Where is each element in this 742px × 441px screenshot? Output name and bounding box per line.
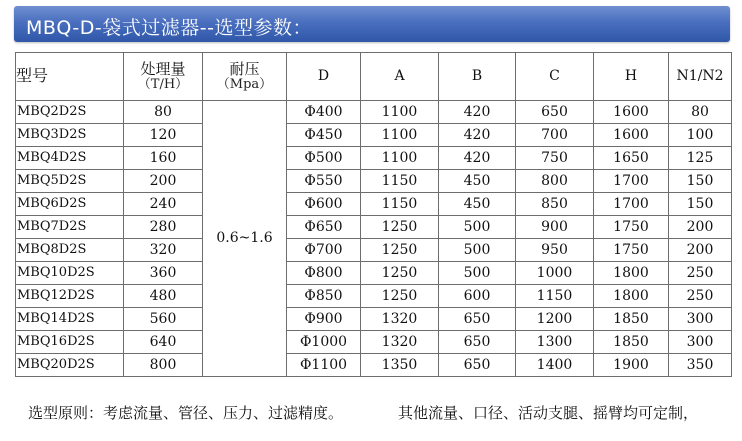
cell-b: 500 (439, 239, 516, 262)
cell-b: 600 (439, 285, 516, 308)
title-banner (14, 6, 730, 42)
cell-a: 1250 (361, 262, 439, 285)
cell-c: 850 (516, 193, 594, 216)
cell-c: 1200 (516, 308, 594, 331)
cell-h: 1750 (594, 216, 669, 239)
cell-h: 1650 (594, 147, 669, 170)
cell-model: MBQ6D2S (16, 193, 124, 216)
header-n: N1/N2 (669, 53, 732, 101)
cell-d: Φ1100 (287, 354, 361, 377)
cell-a: 1100 (361, 124, 439, 147)
cell-a: 1350 (361, 354, 439, 377)
cell-c: 650 (516, 101, 594, 124)
cell-d: Φ1000 (287, 331, 361, 354)
cell-model: MBQ7D2S (16, 216, 124, 239)
cell-c: 1400 (516, 354, 594, 377)
cell-model: MBQ2D2S (16, 101, 124, 124)
cell-b: 650 (439, 308, 516, 331)
cell-n: 250 (669, 285, 732, 308)
page-title: MBQ-D-袋式过滤器--选型参数： (26, 17, 312, 39)
cell-c: 1300 (516, 331, 594, 354)
header-flow (124, 53, 203, 101)
cell-n: 150 (669, 170, 732, 193)
cell-h: 1800 (594, 262, 669, 285)
cell-h: 1750 (594, 239, 669, 262)
header-a: A (361, 53, 439, 101)
header-c: C (516, 53, 594, 101)
table-header-row (16, 53, 732, 101)
table-row (16, 308, 732, 331)
header-d: D (287, 53, 361, 101)
cell-model: MBQ20D2S (16, 354, 124, 377)
cell-b: 420 (439, 101, 516, 124)
cell-flow: 280 (124, 216, 203, 239)
cell-a: 1250 (361, 216, 439, 239)
cell-model: MBQ12D2S (16, 285, 124, 308)
cell-n: 125 (669, 147, 732, 170)
cell-flow: 800 (124, 354, 203, 377)
cell-b: 650 (439, 331, 516, 354)
cell-c: 900 (516, 216, 594, 239)
cell-n: 300 (669, 331, 732, 354)
cell-c: 800 (516, 170, 594, 193)
spec-table (15, 52, 732, 377)
cell-d: Φ500 (287, 147, 361, 170)
cell-h: 1850 (594, 308, 669, 331)
cell-a: 1320 (361, 308, 439, 331)
cell-model: MBQ8D2S (16, 239, 124, 262)
cell-h: 1600 (594, 101, 669, 124)
cell-flow: 480 (124, 285, 203, 308)
cell-h: 1900 (594, 354, 669, 377)
cell-a: 1100 (361, 147, 439, 170)
cell-n: 150 (669, 193, 732, 216)
cell-b: 650 (439, 354, 516, 377)
cell-h: 1850 (594, 331, 669, 354)
cell-flow: 640 (124, 331, 203, 354)
header-pressure-unit: （Mpa） (216, 76, 273, 92)
cell-d: Φ800 (287, 262, 361, 285)
selection-principle-note: 选型原则：考虑流量、管径、压力、过滤精度。 (28, 404, 344, 422)
cell-flow: 560 (124, 308, 203, 331)
cell-b: 500 (439, 262, 516, 285)
cell-flow: 200 (124, 170, 203, 193)
cell-flow: 120 (124, 124, 203, 147)
table-row (16, 101, 732, 124)
cell-flow: 80 (124, 101, 203, 124)
pressure-cell: 0.6~1.6 (203, 101, 287, 377)
cell-model: MBQ3D2S (16, 124, 124, 147)
cell-n: 200 (669, 239, 732, 262)
cell-a: 1320 (361, 331, 439, 354)
cell-n: 250 (669, 262, 732, 285)
cell-b: 450 (439, 193, 516, 216)
cell-b: 420 (439, 124, 516, 147)
header-flow-label: 处理量 (140, 59, 186, 78)
cell-a: 1250 (361, 285, 439, 308)
cell-d: Φ900 (287, 308, 361, 331)
table-row (16, 285, 732, 308)
cell-n: 350 (669, 354, 732, 377)
cell-h: 1600 (594, 124, 669, 147)
customization-note: 其他流量、口径、活动支腿、摇臂均可定制， (398, 404, 699, 422)
cell-model: MBQ5D2S (16, 170, 124, 193)
cell-model: MBQ4D2S (16, 147, 124, 170)
spec-table-body (16, 101, 732, 377)
cell-b: 500 (439, 216, 516, 239)
table-row (16, 262, 732, 285)
table-row (16, 124, 732, 147)
cell-c: 1150 (516, 285, 594, 308)
cell-d: Φ450 (287, 124, 361, 147)
table-row (16, 170, 732, 193)
cell-n: 300 (669, 308, 732, 331)
cell-d: Φ600 (287, 193, 361, 216)
cell-flow: 240 (124, 193, 203, 216)
header-pressure-label: 耐压 (229, 59, 260, 78)
table-row (16, 354, 732, 377)
cell-d: Φ850 (287, 285, 361, 308)
cell-h: 1700 (594, 170, 669, 193)
table-row (16, 331, 732, 354)
cell-c: 950 (516, 239, 594, 262)
cell-d: Φ700 (287, 239, 361, 262)
cell-d: Φ400 (287, 101, 361, 124)
cell-c: 1000 (516, 262, 594, 285)
cell-h: 1800 (594, 285, 669, 308)
table-row (16, 193, 732, 216)
header-pressure (203, 53, 287, 101)
cell-b: 450 (439, 170, 516, 193)
cell-n: 80 (669, 101, 732, 124)
cell-h: 1700 (594, 193, 669, 216)
cell-model: MBQ10D2S (16, 262, 124, 285)
table-row (16, 239, 732, 262)
cell-model: MBQ16D2S (16, 331, 124, 354)
cell-a: 1150 (361, 170, 439, 193)
cell-c: 750 (516, 147, 594, 170)
table-row (16, 147, 732, 170)
cell-b: 420 (439, 147, 516, 170)
header-model: 型号 (16, 53, 124, 101)
cell-d: Φ550 (287, 170, 361, 193)
cell-model: MBQ14D2S (16, 308, 124, 331)
header-h: H (594, 53, 669, 101)
cell-flow: 160 (124, 147, 203, 170)
cell-n: 200 (669, 216, 732, 239)
cell-a: 1100 (361, 101, 439, 124)
table-row (16, 216, 732, 239)
header-flow-unit: （T/H） (137, 76, 189, 92)
cell-a: 1250 (361, 239, 439, 262)
cell-flow: 320 (124, 239, 203, 262)
cell-c: 700 (516, 124, 594, 147)
cell-a: 1150 (361, 193, 439, 216)
cell-flow: 360 (124, 262, 203, 285)
cell-n: 100 (669, 124, 732, 147)
cell-d: Φ650 (287, 216, 361, 239)
header-b: B (439, 53, 516, 101)
